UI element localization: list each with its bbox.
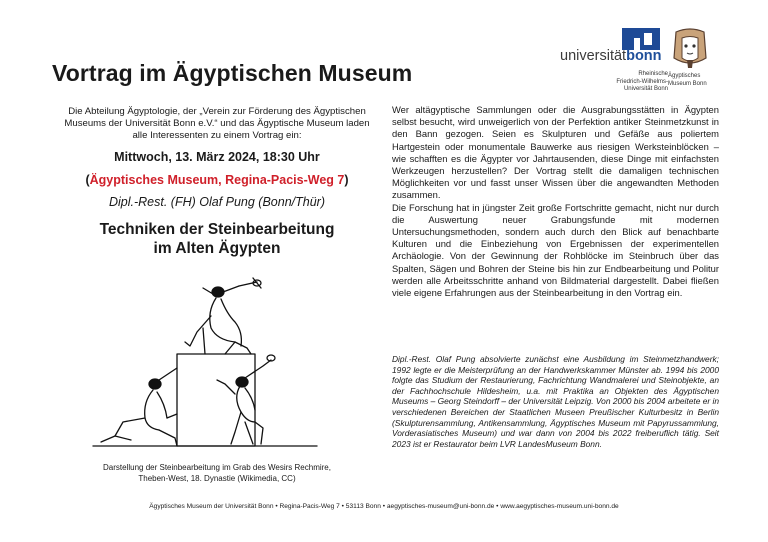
museum-logo-text: Ägyptisches Museum Bonn	[668, 73, 707, 87]
intro-text: Die Abteilung Ägyptologie, der „Verein zur Förderung des Ägyptischen Museums der Universität Bonn e.V.“ und das Ägyptische Museum laden alle Interessenten zu einem Vortrag ein:	[64, 106, 370, 141]
lecture-description	[392, 104, 719, 299]
stone-block	[177, 354, 255, 446]
talk-title: Techniken der Steinbearbeitung im Alten Ägypten	[99, 221, 335, 257]
figure-caption: Darstellung der Steinbearbeitung im Grab des Wesirs Rechmire, Theben-West, 18. Dynastie (Wikimedia, CC)	[103, 463, 331, 483]
venue-name: Ägyptisches Museum, Regina-Pacis-Weg 7	[89, 173, 345, 187]
event-venue: (Ägyptisches Museum, Regina-Pacis-Weg 7)	[85, 173, 349, 187]
speaker-name: Dipl.-Rest. (FH) Olaf Pung (Bonn/Thür)	[108, 195, 326, 209]
description-paragraph: Wer altägyptische Sammlungen oder die Ausgrabungsstätten in Ägypten selbst besucht, wird unweigerlich von der Perfektion antiker Steinmetzkunst in den Bann gezogen. Seien es Skulpturen und Gefäße aus poliertem Hartgestein oder monumentale Bauwerke aus riesigen Werksteinblöcken – wie schafften es die Ägypter vor Jahrtausenden, diese Dinge mit einfachsten Werkzeugen herzustellen? Der Vortrag stellt die damaligen technischen Möglichkeiten vor und fasst unser Wissen über die angewandten Methoden zusammen.	[392, 104, 719, 201]
description-paragraph: Die Forschung hat in jüngster Zeit große Fortschritte gemacht, nicht nur durch die Auswertung neuer Grabungsfunde mit modernen Untersuchungsmethoden, sondern auch durch den Blick auf benachbarte Kulturen und die Einbeziehung von Ergebnissen der experimentellen Archäologie. Von der Gewinnung der Rohblöcke im Steinbruch über das Spalten, Sägen und Bohren der Steine bis hin zur Endbearbeitung und Politur werden alle Arbeitsschritte anhand von Bildmaterial dargestellt. Dabei fließen viele eigene Erfahrungen aus der Steinbearbeitung in den Vortrag ein.	[392, 201, 719, 299]
speaker-bio: Dipl.-Rest. Olaf Pung absolvierte zunächst eine Ausbildung im Steinmetzhandwerk; 1992 legte er die Meisterprüfung an der Handwerkskammer Münster ab. 1994 bis 2000 folgte das Studium der Restaurierung, Fachrichtung Wandmalerei und Steinobjekte, an der Fachhochschule Hildesheim, u.a. mit Praktika an Objekten des Ägyptischen Museums – Georg Steindorff – der Universität Leipzig. Von 2000 bis 2004 arbeitete er in verschiedenen Bereichen der Staatlichen Museen Preußischer Kulturbesitz in Berlin (Skulpturensammlung, Antikensammlung, Ägyptisches Museum mit Papyrussammlung, Vorderasiatisches Museum) und war dann von 2004 bis 2022 freiberuflich tätig. Seit 2023 ist er Restaurator beim LVR LandesMuseum Bonn.	[392, 354, 719, 449]
stoneworkers-illustration	[85, 272, 325, 457]
page-title: Vortrag im Ägyptischen Museum	[52, 60, 413, 86]
footer-contact: Ägyptisches Museum der Universität Bonn • Regina-Pacis-Weg 7 • 53113 Bonn • aegyptisches-museum@uni-bonn.de • www.aegyptisches-museum.uni-bonn.de	[149, 503, 619, 510]
pharaoh-head-icon	[670, 28, 710, 72]
university-wordmark: universitätbonn	[560, 48, 662, 64]
worker-polishing	[217, 355, 275, 444]
university-subtitle: Rheinische Friedrich-Wilhelms- Universität Bonn	[616, 71, 668, 92]
event-datetime: Mittwoch, 13. März 2024, 18:30 Uhr	[114, 150, 320, 164]
university-bonn-logo	[560, 28, 668, 98]
university-logo-mark	[622, 28, 660, 50]
worker-kneeling	[101, 368, 177, 446]
worker-on-block	[185, 278, 261, 354]
museum-logo	[668, 28, 722, 98]
